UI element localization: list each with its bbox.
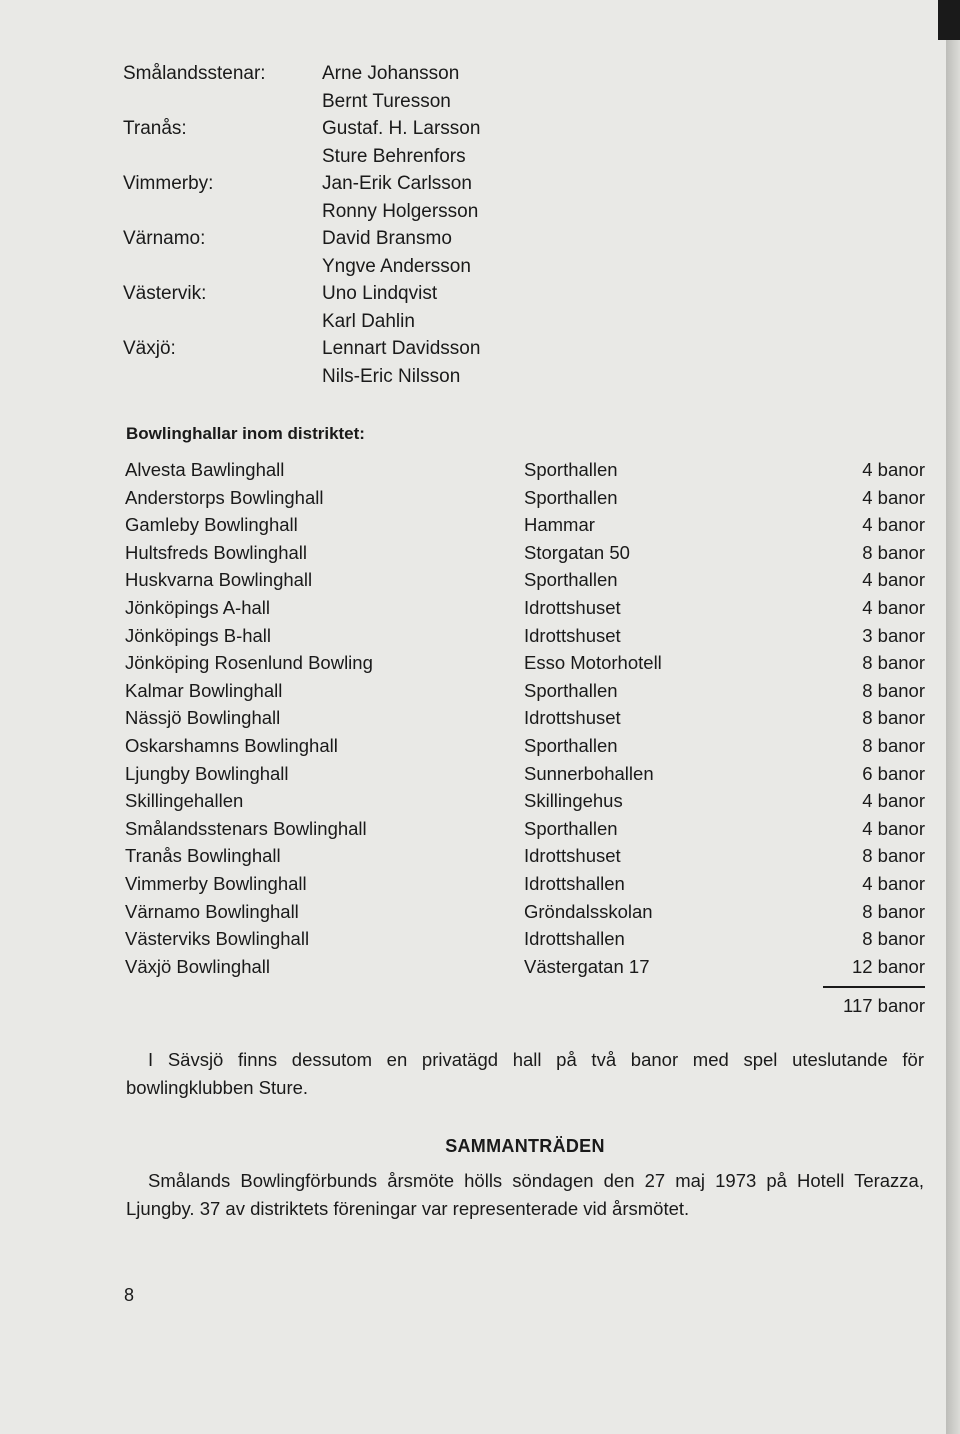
hall-row <box>125 760 927 788</box>
rep-row <box>123 60 623 88</box>
hall-row <box>125 566 927 594</box>
hall-lanes: 8 banor <box>862 652 925 674</box>
hall-name: Jönköpings A-hall <box>125 596 271 618</box>
hall-row <box>125 898 927 926</box>
rep-place: Västervik: <box>123 283 207 304</box>
rep-name: Karl Dahlin <box>322 310 415 332</box>
hall-name: Gamleby Bowlinghall <box>125 514 298 536</box>
rep-place <box>123 143 322 171</box>
hall-name: Värnamo Bowlinghall <box>125 900 299 922</box>
halls-table <box>125 456 927 980</box>
hall-row <box>125 539 927 567</box>
rep-row <box>123 143 623 171</box>
rep-place: Vimmerby: <box>123 173 214 194</box>
rep-name: Lennart Davidsson <box>322 338 481 359</box>
hall-name: Växjö Bowlinghall <box>125 955 271 977</box>
hall-row <box>125 484 927 512</box>
hall-lanes: 4 banor <box>862 872 925 894</box>
halls-heading: Bowlinghallar inom distriktet: <box>126 424 365 443</box>
rep-row <box>123 88 623 116</box>
hall-lanes: 4 banor <box>862 569 925 591</box>
hall-lanes: 8 banor <box>862 928 925 950</box>
hall-name: Vimmerby Bowlinghall <box>125 872 307 894</box>
rep-place <box>123 363 322 391</box>
hall-lanes: 8 banor <box>862 679 925 701</box>
page-edge-shadow <box>938 0 960 40</box>
rep-row <box>123 253 623 281</box>
rep-row <box>123 170 623 198</box>
hall-name: Skillingehallen <box>125 790 244 812</box>
rep-row <box>123 225 623 253</box>
hall-name: Jönköping Rosenlund Bowling <box>125 652 373 674</box>
hall-name: Huskvarna Bowlinghall <box>125 569 313 591</box>
hall-name: Tranås Bowlinghall <box>125 845 281 867</box>
page-number: 8 <box>124 1285 135 1305</box>
total-lanes: 117 banor <box>843 995 925 1016</box>
hall-location: Idrottshuset <box>524 845 621 867</box>
hall-location: Sporthallen <box>524 817 618 839</box>
hall-lanes: 12 banor <box>851 955 925 977</box>
meeting-paragraph: Smålands Bowlingförbunds årsmöte hölls söndagen den 27 maj 1973 på Hotell Terazza, Ljungby. 37 av distriktets föreningar var representerade vid årsmötet. <box>126 1170 924 1219</box>
rep-place: Värnamo: <box>123 228 206 249</box>
hall-name: Oskarshamns Bowlinghall <box>125 734 338 756</box>
rep-name: Sture Behrenfors <box>322 145 466 167</box>
hall-lanes: 8 banor <box>862 707 925 729</box>
rep-name: David Bransmo <box>322 228 452 249</box>
rep-row <box>123 198 623 226</box>
savsjo-paragraph: I Sävsjö finns dessutom en privatägd hall på två banor med spel uteslutande för bowlingklubben Sture. <box>126 1049 924 1098</box>
hall-lanes: 4 banor <box>862 514 925 536</box>
hall-lanes: 8 banor <box>862 900 925 922</box>
hall-location: Västergatan 17 <box>524 955 650 977</box>
hall-name: Kalmar Bowlinghall <box>125 679 283 701</box>
rep-place: Tranås: <box>123 118 187 139</box>
hall-row <box>125 787 927 815</box>
hall-row <box>125 732 927 760</box>
hall-location: Idrottshallen <box>524 872 625 894</box>
rep-name: Jan-Erik Carlsson <box>322 173 472 194</box>
hall-name: Västerviks Bowlinghall <box>125 928 310 950</box>
hall-location: Esso Motorhotell <box>524 652 662 674</box>
district-representatives <box>123 60 623 390</box>
hall-location: Hammar <box>524 514 595 536</box>
hall-location: Sporthallen <box>524 569 618 591</box>
rep-row <box>123 363 623 391</box>
hall-row <box>125 842 927 870</box>
hall-lanes: 8 banor <box>862 845 925 867</box>
rep-row <box>123 308 623 336</box>
hall-location: Gröndalsskolan <box>524 900 653 922</box>
hall-row <box>125 677 927 705</box>
hall-lanes: 4 banor <box>862 486 925 508</box>
hall-row <box>125 953 927 981</box>
rep-name: Bernt Turesson <box>322 90 451 112</box>
hall-name: Jönköpings B-hall <box>125 624 272 646</box>
hall-name: Alvesta Bawlinghall <box>125 459 285 480</box>
rep-name: Uno Lindqvist <box>322 283 438 304</box>
hall-row <box>125 511 927 539</box>
hall-lanes: 4 banor <box>862 459 925 480</box>
hall-lanes: 8 banor <box>862 734 925 756</box>
hall-row <box>125 594 927 622</box>
rep-place: Växjö: <box>123 338 176 359</box>
rep-row <box>123 280 623 308</box>
hall-lanes: 4 banor <box>862 790 925 812</box>
rep-place <box>123 308 322 336</box>
hall-lanes: 3 banor <box>862 624 925 646</box>
rep-place <box>123 253 322 281</box>
hall-row <box>125 925 927 953</box>
hall-row <box>125 870 927 898</box>
hall-location: Sporthallen <box>524 679 618 701</box>
hall-name: Anderstorps Bowlinghall <box>125 486 324 508</box>
page-edge <box>946 0 960 1434</box>
rep-row <box>123 115 623 143</box>
rep-name: Arne Johansson <box>322 63 460 84</box>
hall-location: Storgatan 50 <box>524 541 630 563</box>
hall-location: Skillingehus <box>524 790 623 812</box>
hall-location: Idrottshuset <box>524 596 621 618</box>
hall-lanes: 4 banor <box>862 596 925 618</box>
rep-name: Nils-Eric Nilsson <box>322 365 461 387</box>
sum-divider <box>823 986 925 988</box>
rep-place: Smålandsstenar: <box>123 63 266 84</box>
hall-location: Sporthallen <box>524 486 618 508</box>
hall-row <box>125 456 927 484</box>
hall-name: Smålandsstenars Bowlinghall <box>125 817 367 839</box>
section-title: SAMMANTRÄDEN <box>445 1136 605 1156</box>
hall-location: Idrottshallen <box>524 928 625 950</box>
hall-row <box>125 622 927 650</box>
hall-name: Nässjö Bowlinghall <box>125 707 281 729</box>
hall-lanes: 4 banor <box>862 817 925 839</box>
hall-row <box>125 815 927 843</box>
hall-row <box>125 649 927 677</box>
hall-name: Hultsfreds Bowlinghall <box>125 541 308 563</box>
rep-row <box>123 335 623 363</box>
hall-location: Idrottshuset <box>524 707 621 729</box>
hall-location: Sunnerbohallen <box>524 762 654 784</box>
rep-place <box>123 88 322 116</box>
hall-lanes: 8 banor <box>862 541 925 563</box>
hall-location: Idrottshuset <box>524 624 621 646</box>
hall-location: Sporthallen <box>524 459 618 480</box>
hall-name: Ljungby Bowlinghall <box>125 762 289 784</box>
rep-name: Yngve Andersson <box>322 255 471 277</box>
rep-name: Ronny Holgersson <box>322 200 479 222</box>
hall-row <box>125 704 927 732</box>
rep-name: Gustaf. H. Larsson <box>322 118 481 139</box>
rep-place <box>123 198 322 226</box>
hall-location: Sporthallen <box>524 734 618 756</box>
hall-lanes: 6 banor <box>862 762 925 784</box>
